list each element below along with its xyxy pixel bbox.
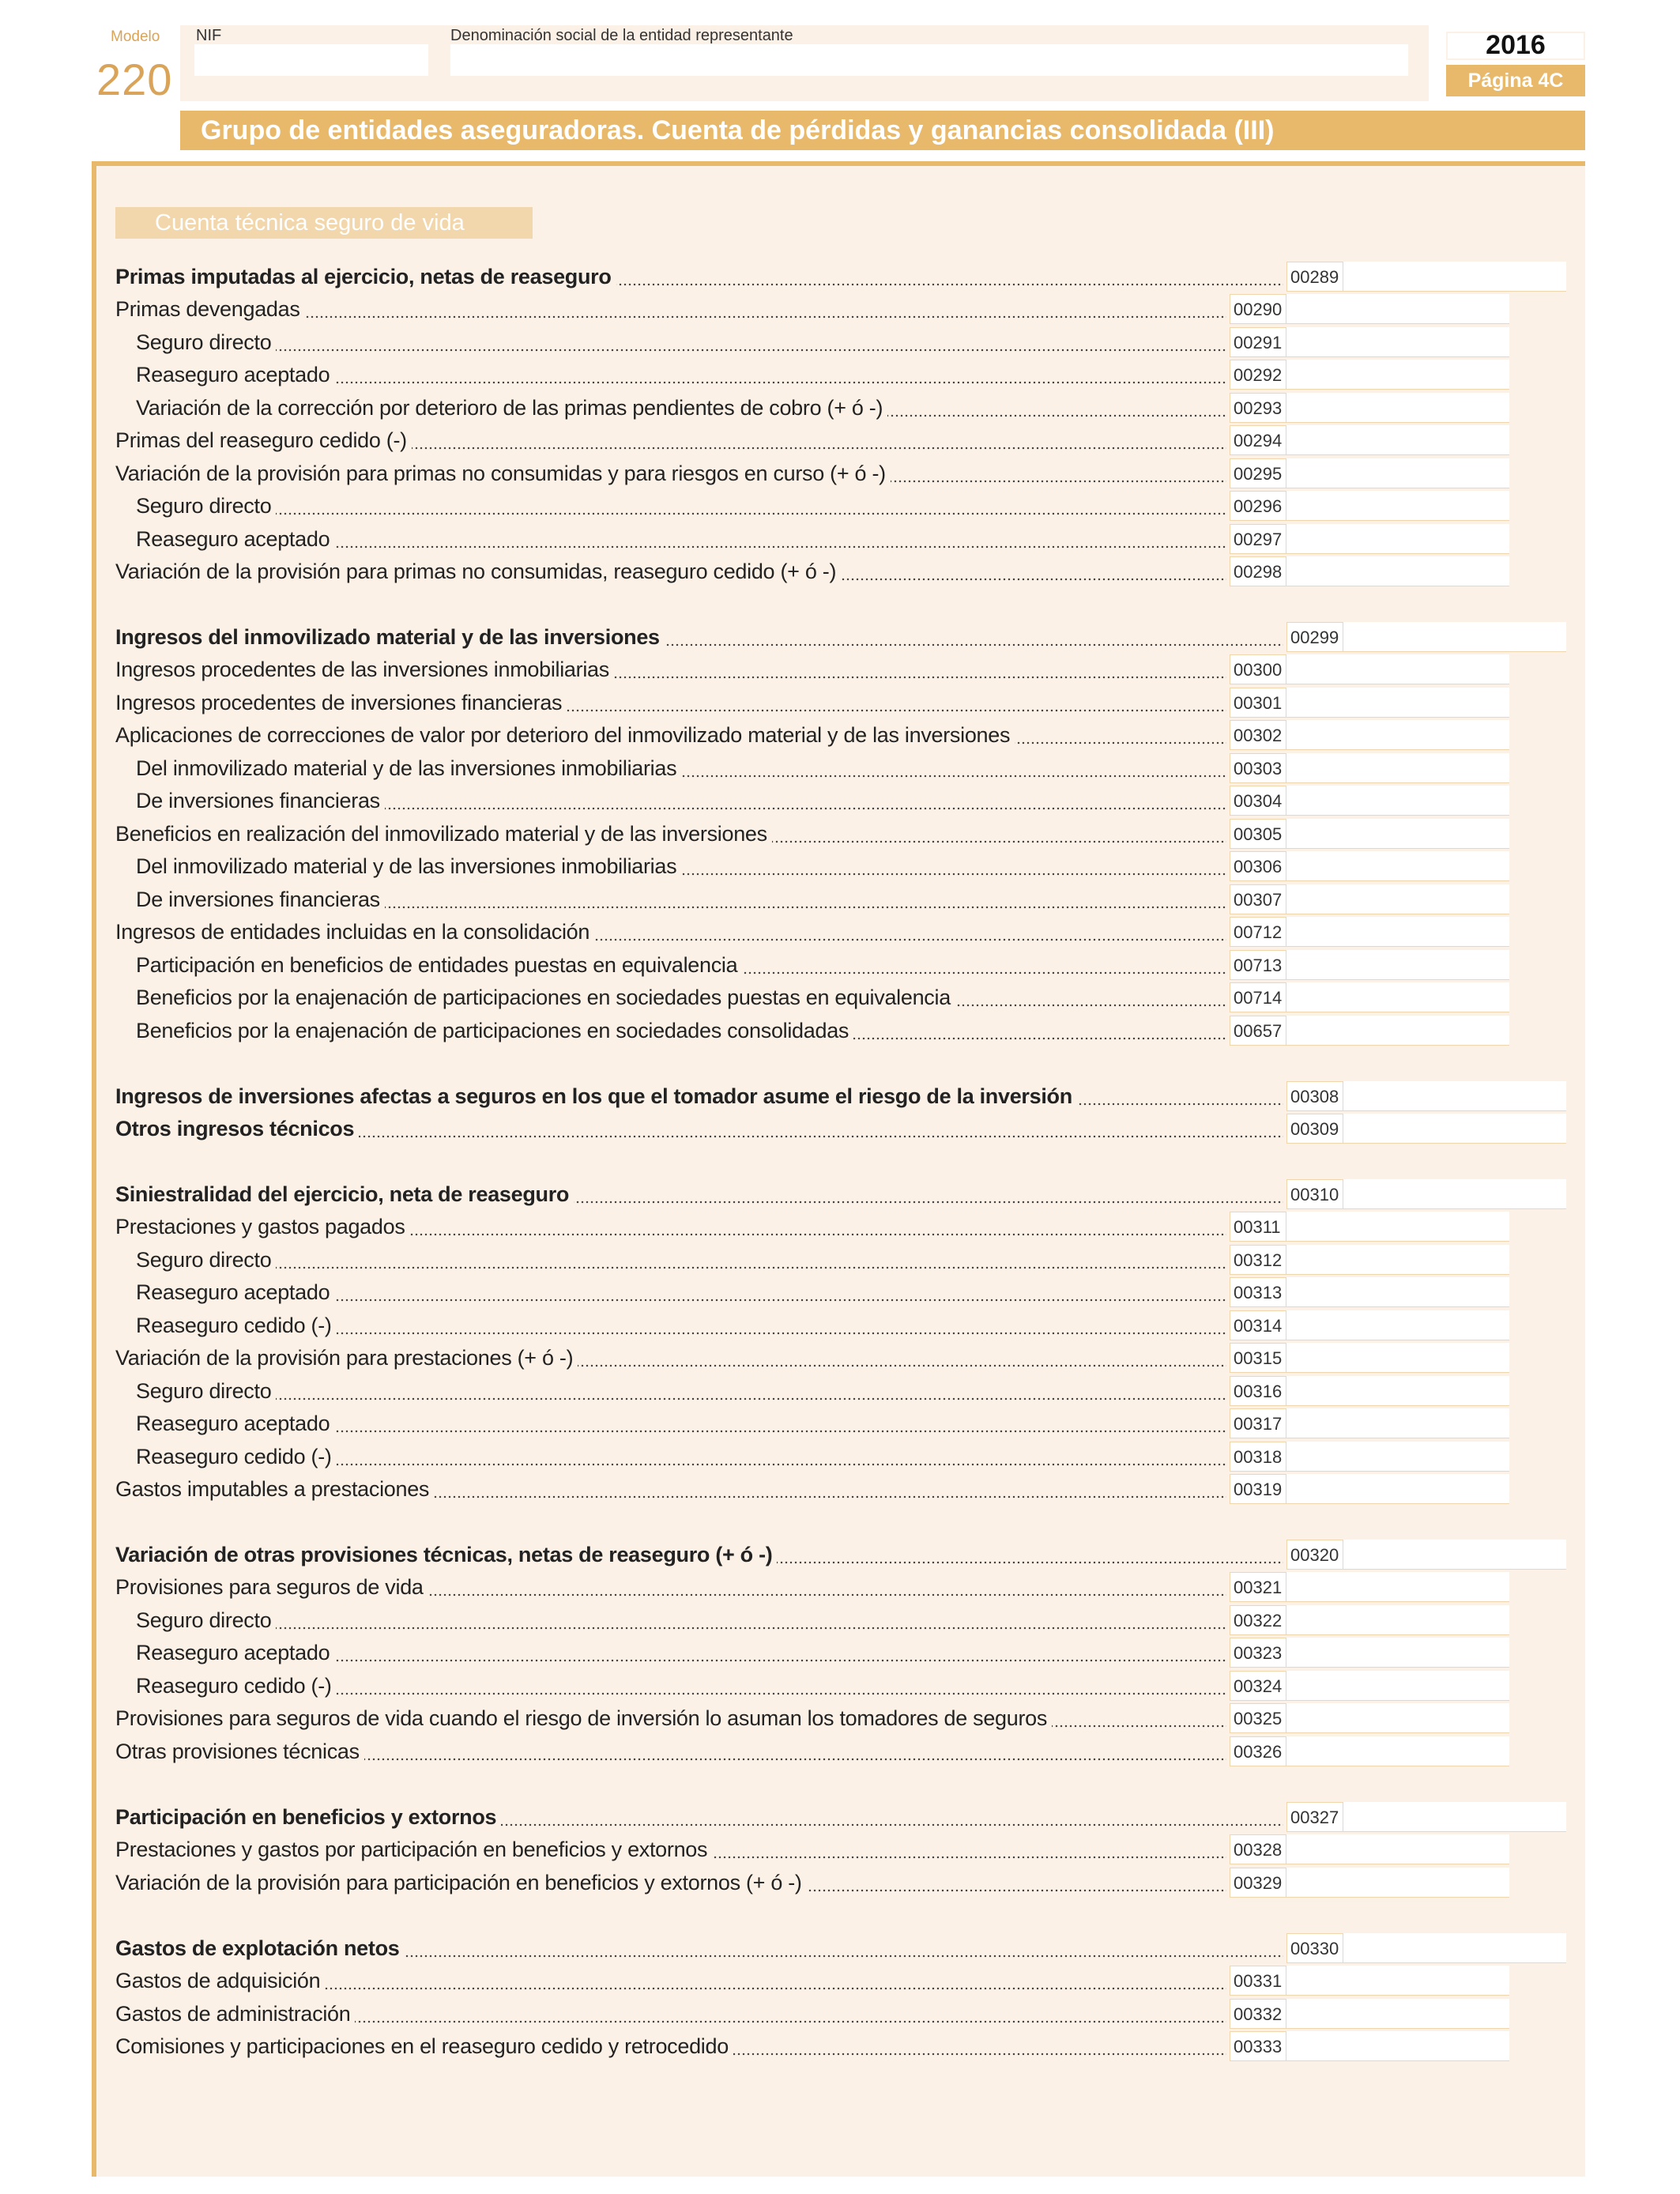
form-row <box>0 1735 1680 1768</box>
form-row <box>0 1932 1680 1965</box>
box-code: 00296 <box>1230 491 1286 521</box>
row-label <box>136 1440 1226 1473</box>
page-number: Página 4C <box>1446 65 1585 96</box>
row-label <box>136 358 1226 391</box>
form-row <box>0 948 1680 982</box>
row-label <box>136 391 1226 424</box>
amount-input[interactable] <box>1286 393 1509 423</box>
row-label-text: Seguro directo <box>136 1379 276 1403</box>
form-row <box>0 1178 1680 1211</box>
box-code: 00293 <box>1230 393 1286 423</box>
row-label <box>115 1932 1283 1965</box>
box-code: 00322 <box>1230 1605 1286 1635</box>
row-label <box>115 1080 1283 1113</box>
row-label-text: Aplicaciones de correcciones de valor por deterioro del inmovilizado material y de las inversiones <box>115 723 1015 747</box>
row-label-text: Participación en beneficios de entidades puestas en equivalencia <box>136 953 742 977</box>
amount-input[interactable] <box>1286 327 1509 357</box>
row-label <box>115 424 1226 457</box>
row-label-text: Ingresos de entidades incluidas en la consolidación <box>115 920 594 944</box>
row-label-text: Provisiones para seguros de vida cuando el riesgo de inversión lo asuman los tomadores de seguros <box>115 1706 1052 1730</box>
row-label-text: Beneficios por la enajenación de participaciones en sociedades consolidadas <box>136 1019 853 1042</box>
box-code: 00298 <box>1230 556 1286 586</box>
form-row <box>0 784 1680 817</box>
row-label-text: Variación de la provisión para participación en beneficios y extornos (+ ó -) <box>115 1871 807 1894</box>
row-label <box>136 1309 1226 1342</box>
amount-input[interactable] <box>1286 1868 1509 1898</box>
form-row <box>0 424 1680 457</box>
row-label-text: Otros ingresos técnicos <box>115 1117 359 1140</box>
row-label-text: Gastos de administración <box>115 2002 355 2026</box>
denominacion-field[interactable] <box>450 44 1408 76</box>
box-code: 00329 <box>1230 1868 1286 1898</box>
denominacion-label: Denominación social de la entidad representante <box>450 27 793 44</box>
amount-input[interactable] <box>1286 1638 1509 1668</box>
amount-input[interactable] <box>1286 819 1509 849</box>
section-label: Cuenta técnica seguro de vida <box>115 207 533 239</box>
form-row <box>0 1080 1680 1113</box>
row-label <box>136 1604 1226 1637</box>
form-row <box>0 292 1680 326</box>
year: 2016 <box>1486 30 1546 60</box>
row-label-text: Seguro directo <box>136 494 276 518</box>
row-label <box>115 1702 1226 1735</box>
amount-input[interactable] <box>1286 294 1509 324</box>
box-code: 00327 <box>1286 1802 1343 1832</box>
box-code: 00712 <box>1230 917 1286 947</box>
amount-input[interactable] <box>1286 654 1509 684</box>
form-row <box>0 915 1680 948</box>
box-code: 00306 <box>1230 851 1286 881</box>
form-row <box>0 1669 1680 1702</box>
row-label <box>136 1669 1226 1702</box>
amount-input[interactable] <box>1286 786 1509 816</box>
row-label-text: Gastos de explotación netos <box>115 1936 405 1960</box>
amount-input[interactable] <box>1343 1933 1566 1963</box>
modelo-label: Modelo <box>111 28 160 45</box>
nif-field[interactable] <box>194 44 428 76</box>
amount-input[interactable] <box>1286 458 1509 488</box>
amount-input[interactable] <box>1286 556 1509 586</box>
row-label <box>115 457 1226 490</box>
row-label-text: Seguro directo <box>136 330 276 354</box>
row-label <box>136 752 1226 785</box>
row-label-text: De inversiones financieras <box>136 789 385 812</box>
row-label-text: Reaseguro aceptado <box>136 1641 334 1664</box>
box-code: 00317 <box>1230 1408 1286 1438</box>
amount-input[interactable] <box>1343 1179 1566 1209</box>
form-row <box>0 850 1680 883</box>
row-label <box>115 915 1226 948</box>
row-label-text: Participación en beneficios y extornos <box>115 1805 501 1829</box>
modelo-number: 220 <box>96 55 173 104</box>
amount-input[interactable] <box>1286 917 1509 947</box>
amount-input[interactable] <box>1286 982 1509 1012</box>
form-row <box>0 1636 1680 1669</box>
amount-input[interactable] <box>1286 1966 1509 1996</box>
amount-input[interactable] <box>1286 1408 1509 1438</box>
row-label-text: Seguro directo <box>136 1608 276 1632</box>
amount-input[interactable] <box>1286 425 1509 455</box>
row-label-text: Prestaciones y gastos pagados <box>115 1215 410 1238</box>
box-code: 00315 <box>1230 1343 1286 1373</box>
row-label-text: Gastos de adquisición <box>115 1969 325 1992</box>
form-row <box>0 883 1680 916</box>
row-label <box>115 653 1226 686</box>
form-row <box>0 1276 1680 1309</box>
form-row <box>0 391 1680 424</box>
form-row <box>0 718 1680 752</box>
box-code: 00311 <box>1230 1212 1286 1242</box>
row-label-text: Primas del reaseguro cedido (-) <box>115 428 412 452</box>
amount-input[interactable] <box>1286 1474 1509 1504</box>
row-label-text: Beneficios por la enajenación de participaciones en sociedades puestas en equivalencia <box>136 986 955 1009</box>
row-label <box>115 260 1283 293</box>
row-label-text: Variación de la provisión para prestaciones (+ ó -) <box>115 1346 578 1370</box>
form-row <box>0 1374 1680 1408</box>
row-label <box>136 948 1226 982</box>
row-label-text: Variación de otras provisiones técnicas, netas de reaseguro (+ ó -) <box>115 1543 777 1566</box>
row-label-text: Beneficios en realización del inmovilizado material y de las inversiones <box>115 822 772 846</box>
box-code: 00299 <box>1286 622 1343 652</box>
box-code: 00312 <box>1230 1245 1286 1275</box>
form-row <box>0 1243 1680 1276</box>
form-row <box>0 1964 1680 1997</box>
form-row <box>0 1604 1680 1637</box>
box-code: 00301 <box>1230 688 1286 718</box>
row-label <box>115 1800 1283 1834</box>
row-label-text: Reaseguro aceptado <box>136 363 334 386</box>
box-code: 00321 <box>1230 1572 1286 1602</box>
row-label <box>136 1276 1226 1309</box>
box-code: 00289 <box>1286 262 1343 292</box>
row-label <box>115 1866 1226 1899</box>
row-label-text: Ingresos de inversiones afectas a seguros en los que el tomador asume el riesgo de la inversión <box>115 1084 1077 1108</box>
amount-input[interactable] <box>1286 851 1509 881</box>
row-label <box>136 1014 1226 1047</box>
box-code: 00713 <box>1230 950 1286 980</box>
row-label-text: Variación de la provisión para primas no consumidas y para riesgos en curso (+ ó -) <box>115 462 891 485</box>
amount-input[interactable] <box>1286 360 1509 390</box>
box-code: 00302 <box>1230 720 1286 750</box>
row-label-text: Reaseguro cedido (-) <box>136 1445 337 1468</box>
page-title: Grupo de entidades aseguradoras. Cuenta de pérdidas y ganancias consolidada (III) <box>201 115 1275 145</box>
form-row <box>0 326 1680 359</box>
form-row <box>0 1538 1680 1571</box>
form-row <box>0 522 1680 556</box>
box-code: 00333 <box>1230 2031 1286 2061</box>
box-code: 00291 <box>1230 327 1286 357</box>
row-label <box>115 718 1226 752</box>
box-code: 00714 <box>1230 982 1286 1012</box>
row-label-text: Siniestralidad del ejercicio, neta de reaseguro <box>115 1182 574 1206</box>
row-label-text: Otras provisiones técnicas <box>115 1740 364 1763</box>
row-label-text: Reaseguro aceptado <box>136 1412 334 1435</box>
amount-input[interactable] <box>1286 1343 1509 1373</box>
box-code: 00304 <box>1230 786 1286 816</box>
amount-input[interactable] <box>1286 1212 1509 1242</box>
amount-input[interactable] <box>1286 1671 1509 1701</box>
row-label <box>136 981 1226 1014</box>
row-label <box>115 1210 1226 1243</box>
row-label-text: De inversiones financieras <box>136 888 385 911</box>
row-label <box>115 1570 1226 1604</box>
row-label <box>115 1538 1283 1571</box>
row-label-text: Reaseguro aceptado <box>136 1280 334 1304</box>
form-row <box>0 653 1680 686</box>
box-code: 00657 <box>1230 1016 1286 1046</box>
amount-input[interactable] <box>1286 688 1509 718</box>
row-label <box>115 1472 1226 1506</box>
row-label <box>115 2030 1226 2063</box>
box-code: 00326 <box>1230 1736 1286 1766</box>
box-code: 00309 <box>1286 1114 1343 1144</box>
row-label-text: Comisiones y participaciones en el reaseguro cedido y retrocedido <box>115 2034 733 2058</box>
box-code: 00323 <box>1230 1638 1286 1668</box>
row-label <box>115 686 1226 719</box>
box-code: 00308 <box>1286 1081 1343 1111</box>
amount-input[interactable] <box>1286 1376 1509 1406</box>
box-code: 00314 <box>1230 1310 1286 1340</box>
row-label <box>115 1178 1283 1211</box>
form-row <box>0 1440 1680 1473</box>
box-code: 00307 <box>1230 884 1286 914</box>
amount-input[interactable] <box>1286 524 1509 554</box>
form-row <box>0 1570 1680 1604</box>
row-label-text: Variación de la corrección por deterioro de las primas pendientes de cobro (+ ó -) <box>136 396 887 420</box>
form-row <box>0 1472 1680 1506</box>
row-label <box>136 883 1226 916</box>
box-code: 00316 <box>1230 1376 1286 1406</box>
nif-label: NIF <box>196 27 222 44</box>
row-label-text: Gastos imputables a prestaciones <box>115 1477 434 1501</box>
amount-input[interactable] <box>1286 1999 1509 2029</box>
amount-input[interactable] <box>1286 1834 1509 1864</box>
row-label-text: Del inmovilizado material y de las inversiones inmobiliarias <box>136 756 681 780</box>
form-row <box>0 817 1680 850</box>
form-row <box>0 620 1680 654</box>
row-label-text: Reaseguro aceptado <box>136 527 334 551</box>
amount-input[interactable] <box>1286 1442 1509 1472</box>
row-label-text: Seguro directo <box>136 1248 276 1272</box>
form-row <box>0 457 1680 490</box>
form-row <box>0 752 1680 785</box>
row-label-text: Del inmovilizado material y de las inversiones inmobiliarias <box>136 854 681 878</box>
amount-input[interactable] <box>1343 1114 1566 1144</box>
form-row <box>0 1800 1680 1834</box>
box-code: 00325 <box>1230 1703 1286 1733</box>
row-label-text: Ingresos procedentes de las inversiones inmobiliarias <box>115 658 614 681</box>
form-row <box>0 1866 1680 1899</box>
box-code: 00300 <box>1230 654 1286 684</box>
row-label-text: Ingresos del inmovilizado material y de las inversiones <box>115 625 665 649</box>
row-label <box>115 292 1226 326</box>
amount-input[interactable] <box>1286 1016 1509 1046</box>
amount-input[interactable] <box>1343 1540 1566 1570</box>
row-label <box>136 489 1226 522</box>
amount-input[interactable] <box>1343 622 1566 652</box>
box-code: 00295 <box>1230 458 1286 488</box>
row-label <box>115 1997 1226 2030</box>
amount-input[interactable] <box>1286 1736 1509 1766</box>
row-label <box>136 522 1226 556</box>
row-label <box>136 1636 1226 1669</box>
box-code: 00320 <box>1286 1540 1343 1570</box>
amount-input[interactable] <box>1286 1310 1509 1340</box>
form-row <box>0 1014 1680 1047</box>
row-label-text: Primas imputadas al ejercicio, netas de reaseguro <box>115 265 616 288</box>
row-label <box>115 1833 1226 1866</box>
form-row <box>0 1833 1680 1866</box>
amount-input[interactable] <box>1286 950 1509 980</box>
box-code: 00332 <box>1230 1999 1286 2029</box>
box-code: 00310 <box>1286 1179 1343 1209</box>
form-row <box>0 260 1680 293</box>
row-label <box>136 1374 1226 1408</box>
row-label <box>115 1341 1226 1374</box>
form-row <box>0 1997 1680 2030</box>
amount-input[interactable] <box>1286 1277 1509 1307</box>
form-row <box>0 1309 1680 1342</box>
amount-input[interactable] <box>1343 262 1566 292</box>
box-code: 00292 <box>1230 360 1286 390</box>
row-label <box>115 817 1226 850</box>
row-label <box>136 850 1226 883</box>
box-code: 00297 <box>1230 524 1286 554</box>
row-label-text: Ingresos procedentes de inversiones financieras <box>115 691 567 714</box>
row-label <box>115 1112 1283 1145</box>
box-code: 00324 <box>1230 1671 1286 1701</box>
amount-input[interactable] <box>1286 1703 1509 1733</box>
amount-input[interactable] <box>1286 1605 1509 1635</box>
form-row <box>0 2030 1680 2063</box>
row-label-text: Reaseguro cedido (-) <box>136 1674 337 1698</box>
row-label-text: Variación de la provisión para primas no consumidas, reaseguro cedido (+ ó -) <box>115 560 841 583</box>
form-row <box>0 1112 1680 1145</box>
row-label <box>115 1964 1226 1997</box>
form-row <box>0 981 1680 1014</box>
amount-input[interactable] <box>1286 720 1509 750</box>
amount-input[interactable] <box>1286 2031 1509 2061</box>
box-code: 00305 <box>1230 819 1286 849</box>
box-code: 00328 <box>1230 1834 1286 1864</box>
row-label <box>136 784 1226 817</box>
row-label-text: Reaseguro cedido (-) <box>136 1314 337 1337</box>
row-label <box>115 555 1226 588</box>
form-row <box>0 358 1680 391</box>
amount-input[interactable] <box>1343 1081 1566 1111</box>
form-row <box>0 1702 1680 1735</box>
amount-input[interactable] <box>1343 1802 1566 1832</box>
box-code: 00290 <box>1230 294 1286 324</box>
box-code: 00319 <box>1230 1474 1286 1504</box>
box-code: 00303 <box>1230 753 1286 783</box>
box-code: 00318 <box>1230 1442 1286 1472</box>
amount-input[interactable] <box>1286 884 1509 914</box>
amount-input[interactable] <box>1286 1245 1509 1275</box>
form-row <box>0 1341 1680 1374</box>
row-label-text: Provisiones para seguros de vida <box>115 1575 428 1599</box>
box-code: 00331 <box>1230 1966 1286 1996</box>
box-code: 00330 <box>1286 1933 1343 1963</box>
amount-input[interactable] <box>1286 491 1509 521</box>
row-label <box>115 1735 1226 1768</box>
row-label-text: Prestaciones y gastos por participación en beneficios y extornos <box>115 1838 712 1861</box>
amount-input[interactable] <box>1286 753 1509 783</box>
row-label-text: Primas devengadas <box>115 297 305 321</box>
row-label <box>136 326 1226 359</box>
box-code: 00294 <box>1230 425 1286 455</box>
form-row <box>0 686 1680 719</box>
form-row <box>0 489 1680 522</box>
form-row <box>0 555 1680 588</box>
row-label <box>115 620 1283 654</box>
row-label <box>136 1407 1226 1440</box>
box-code: 00313 <box>1230 1277 1286 1307</box>
row-label <box>136 1243 1226 1276</box>
form-row <box>0 1407 1680 1440</box>
amount-input[interactable] <box>1286 1572 1509 1602</box>
form-row <box>0 1210 1680 1243</box>
